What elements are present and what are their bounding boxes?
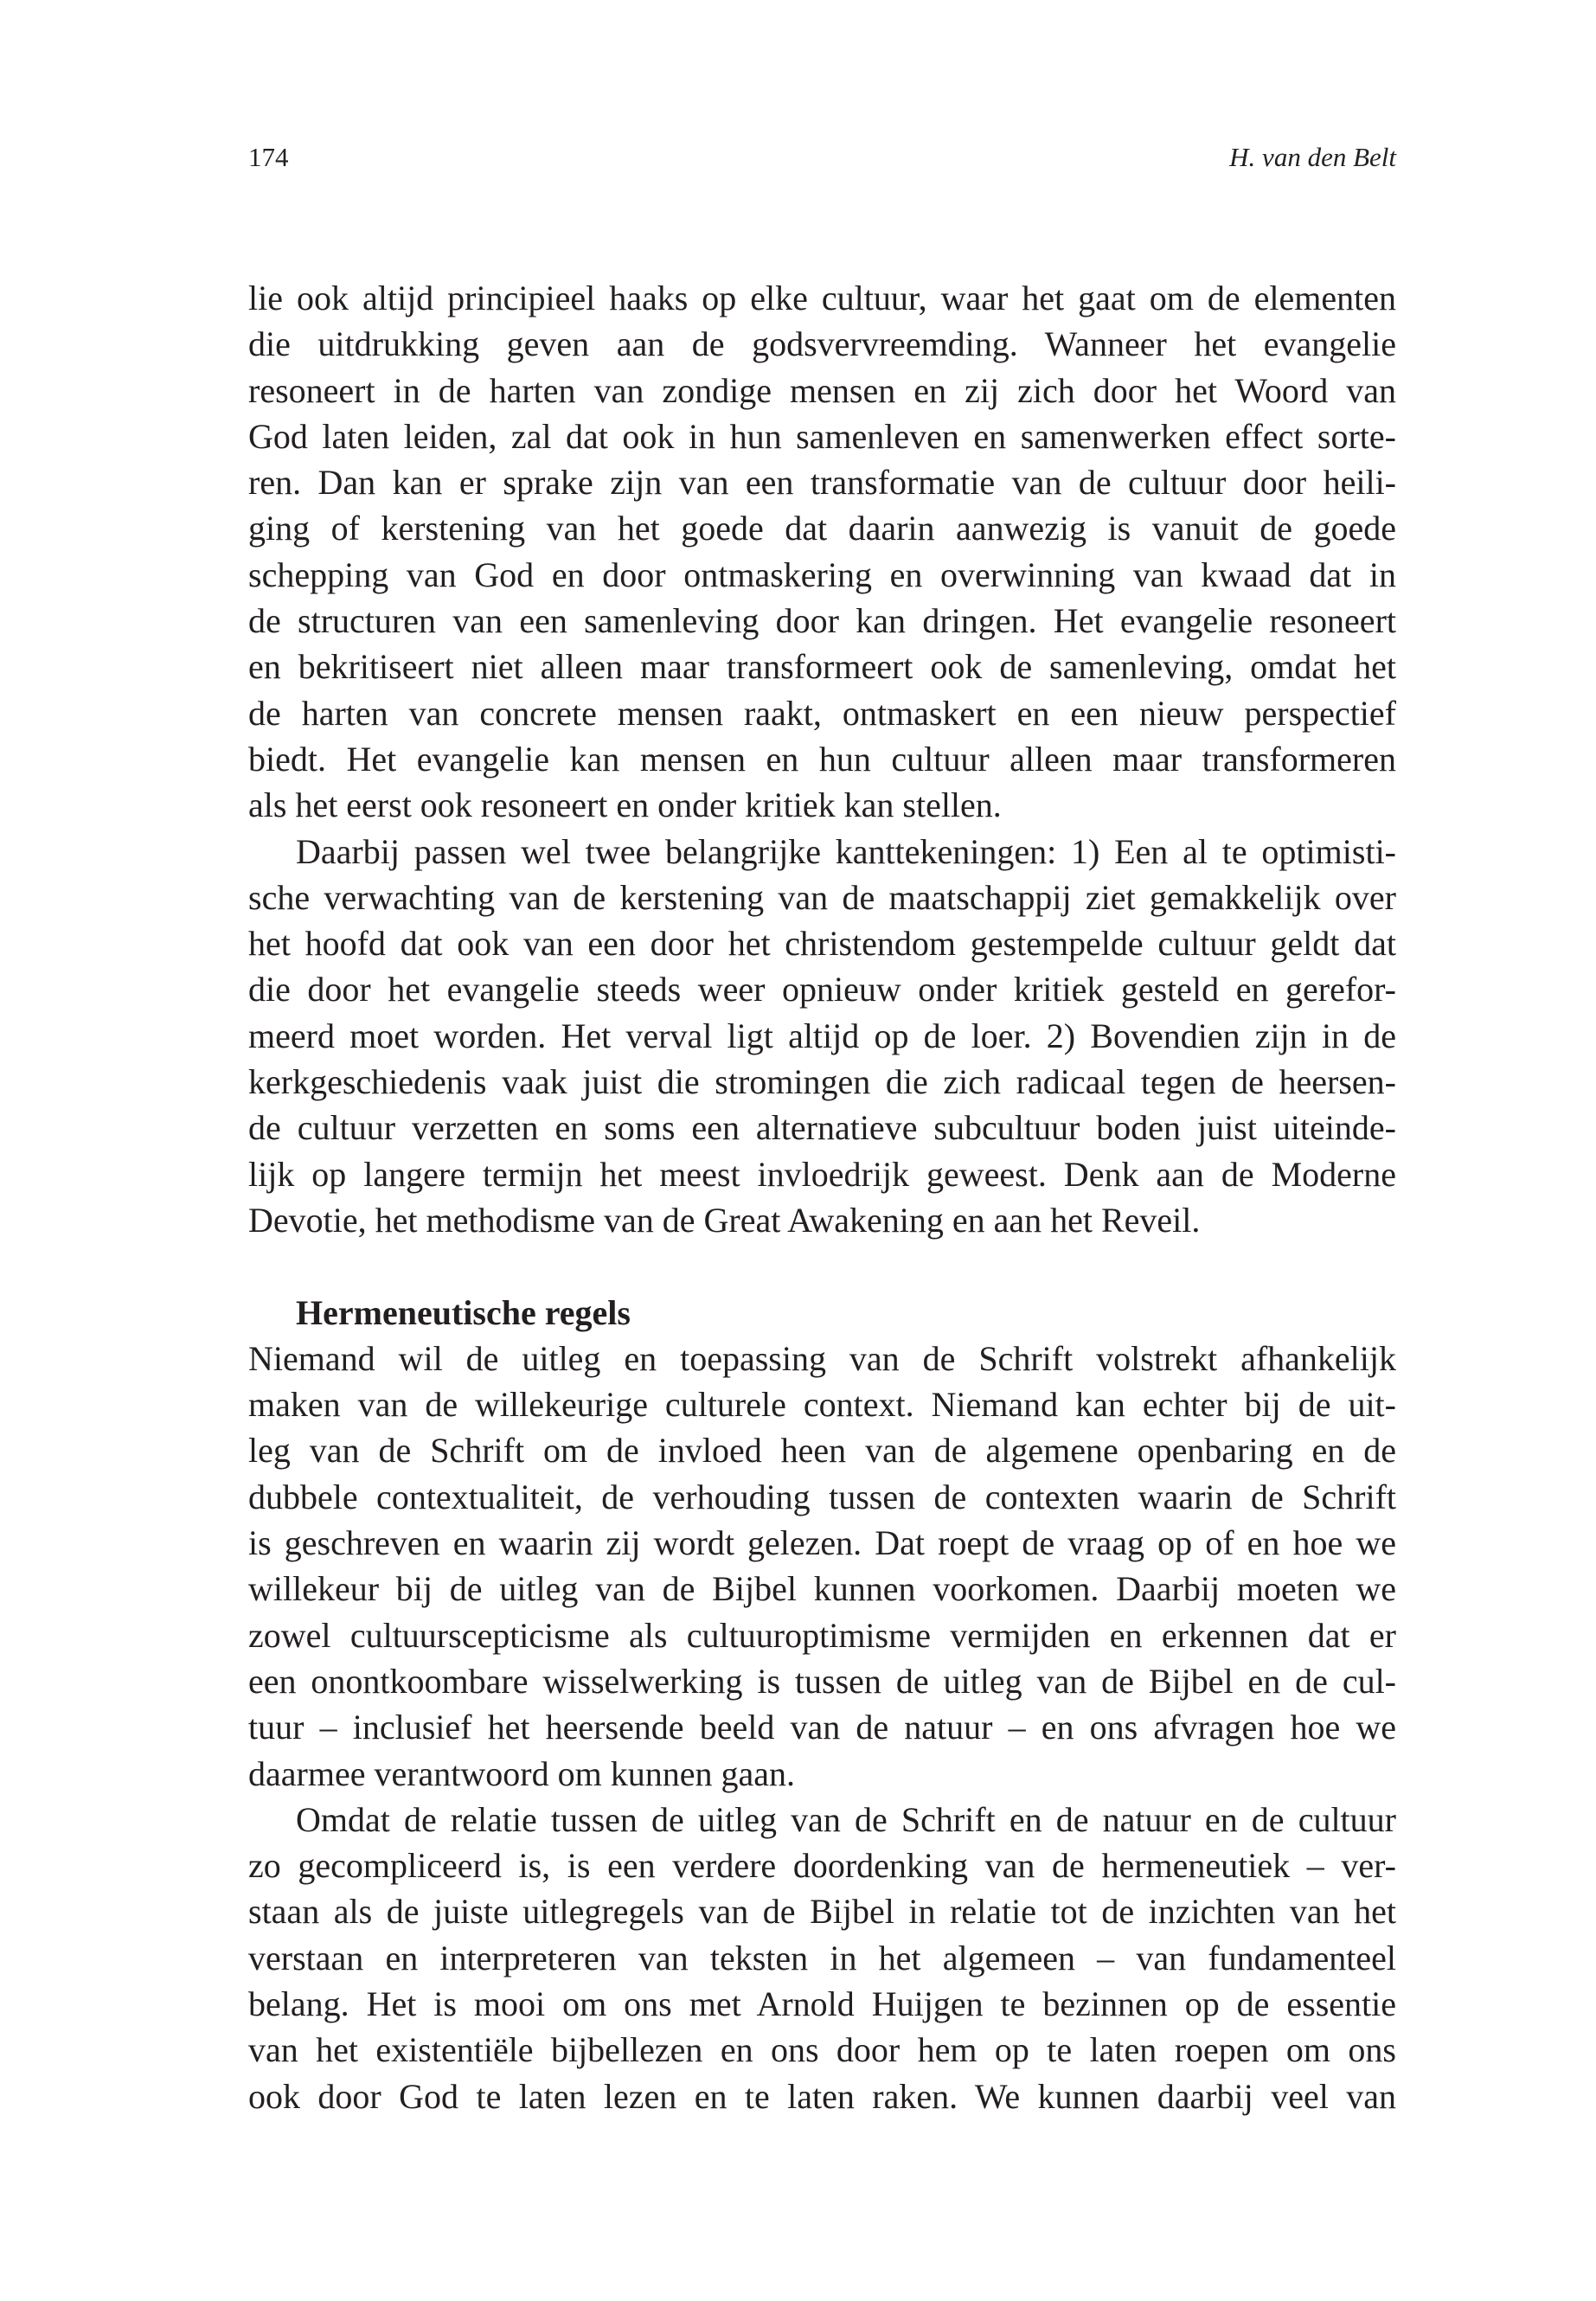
text-line: ren. Dan kan er sprake zijn van een transformatie van de cultuur door heili- (248, 463, 1396, 503)
text-line: biedt. Het evangelie kan mensen en hun cultuur alleen maar transformeren (248, 739, 1396, 779)
page-number: 174 (248, 142, 289, 172)
section-heading: Hermeneutische regels (296, 1292, 631, 1332)
text-line: Devotie, het methodisme van de Great Awakening en aan het Reveil. (248, 1200, 1201, 1240)
text-line: ook door God te laten lezen en te laten raken. We kunnen daarbij veel van (248, 2076, 1396, 2116)
text-line: kerkgeschiedenis vaak juist die stromingen die zich radicaal tegen de heersen- (248, 1062, 1396, 1102)
text-line: lijk op langere termijn het meest invloedrijk geweest. Denk aan de Moderne (248, 1154, 1396, 1194)
text-line: Omdat de relatie tussen de uitleg van de Schrift en de natuur en de cultuur (296, 1799, 1396, 1839)
text-line: en bekritiseert niet alleen maar transformeert ook de samenleving, omdat het (248, 647, 1396, 687)
running-head-author: H. van den Belt (1229, 142, 1396, 172)
text-line: God laten leiden, zal dat ook in hun samenleven en samenwerken effect sorte- (248, 416, 1396, 456)
text-line: meerd moet worden. Het verval ligt altijd op de loer. 2) Bovendien zijn in de (248, 1016, 1396, 1055)
text-line: schepping van God en door ontmaskering en overwinning van kwaad dat in (248, 554, 1396, 594)
text-line: het hoofd dat ook van een door het christendom gestempelde cultuur geldt dat (248, 924, 1396, 964)
text-line: van het existentiële bijbellezen en ons door hem op te laten roepen om ons (248, 2030, 1396, 2070)
text-line: Daarbij passen wel twee belangrijke kanttekeningen: 1) Een al te optimisti- (296, 831, 1396, 871)
paragraph-2 (248, 829, 1396, 1244)
text-line: Niemand wil de uitleg en toepassing van de Schrift volstrekt afhankelijk (248, 1338, 1396, 1378)
text-line: willekeur bij de uitleg van de Bijbel kunnen voorkomen. Daarbij moeten we (248, 1569, 1396, 1609)
text-line: tuur – inclusief het heersende beeld van de natuur – en ons afvragen hoe we (248, 1708, 1396, 1747)
text-line: sche verwachting van de kerstening van de maatschappij ziet gemakkelijk over (248, 877, 1396, 917)
text-line: daarmee verantwoord om kunnen gaan. (248, 1753, 795, 1793)
text-line: de harten van concrete mensen raakt, ontmaskert en een nieuw perspectief (248, 693, 1396, 733)
text-line: verstaan en interpreteren van teksten in het algemeen – van fundamenteel (248, 1938, 1396, 1977)
text-line: dubbele contextualiteit, de verhouding tussen de contexten waarin de Schrift (248, 1477, 1396, 1516)
text-line: leg van de Schrift om de invloed heen van de algemene openbaring en de (248, 1431, 1396, 1471)
text-line: lie ook altijd principieel haaks op elke cultuur, waar het gaat om de elementen (248, 279, 1396, 317)
section-gap (248, 1243, 1396, 1289)
paragraph-1 (248, 275, 1396, 829)
text-line: belang. Het is mooi om ons met Arnold Huijgen te bezinnen op de essentie (248, 1984, 1396, 2023)
body-text (248, 275, 1396, 2119)
text-line: resoneert in de harten van zondige mensen en zij zich door het Woord van (248, 370, 1396, 410)
text-line: als het eerst ook resoneert en onder kritiek kan stellen. (248, 785, 1002, 825)
text-line: zo gecompliceerd is, is een verdere doordenking van de hermeneutiek – ver- (248, 1846, 1396, 1886)
text-line: de cultuur verzetten en soms een alternatieve subcultuur boden juist uiteinde- (248, 1108, 1396, 1148)
text-line: is geschreven en waarin zij wordt gelezen. Dat roept de vraag op of en hoe we (248, 1523, 1396, 1563)
text-line: zowel cultuurscepticisme als cultuuroptimisme vermijden en erkennen dat er (248, 1615, 1396, 1655)
paragraph-4 (248, 1797, 1396, 2119)
running-head (248, 138, 1396, 176)
text-line: de structuren van een samenleving door kan dringen. Het evangelie resoneert (248, 601, 1396, 641)
section-hermeneutische-regels (248, 1290, 1396, 1797)
text-line: staan als de juiste uitlegregels van de Bijbel in relatie tot de inzichten van het (248, 1892, 1396, 1932)
text-line: een onontkoombare wisselwerking is tussen de uitleg van de Bijbel en de cul- (248, 1661, 1396, 1701)
text-line: die uitdrukking geven aan de godsvervreemding. Wanneer het evangelie (248, 324, 1396, 364)
text-line: ging of kerstening van het goede dat daarin aanwezig is vanuit de goede (248, 509, 1396, 548)
text-line: maken van de willekeurige culturele context. Niemand kan echter bij de uit- (248, 1385, 1396, 1425)
text-line: die door het evangelie steeds weer opnieuw onder kritiek gesteld en gerefor- (248, 970, 1396, 1009)
